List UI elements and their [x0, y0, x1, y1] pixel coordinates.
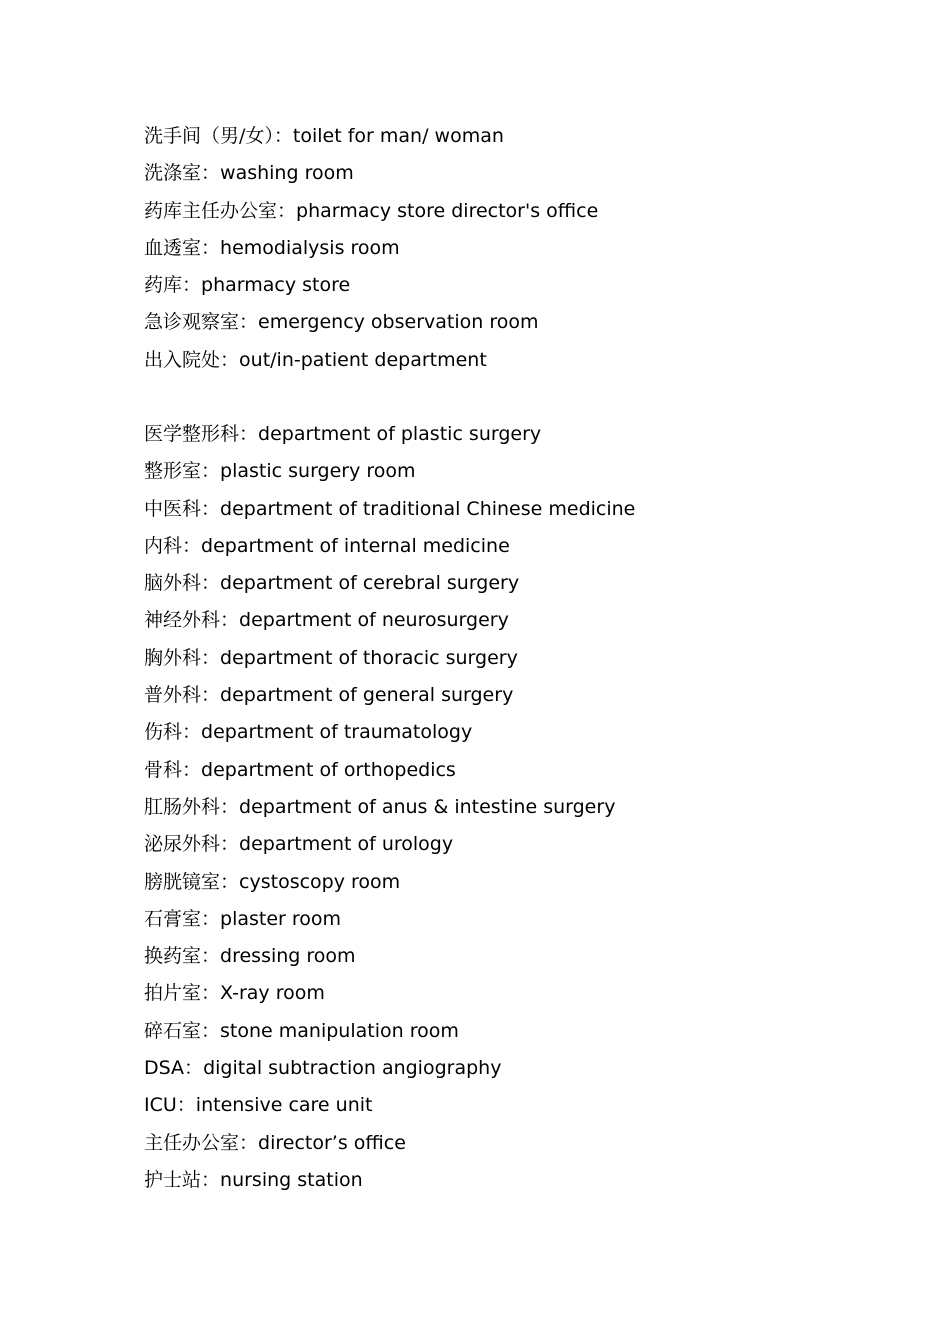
glossary-entry — [144, 230, 598, 267]
glossary-entry — [144, 901, 635, 938]
entry-term: 脑外科 — [144, 572, 202, 595]
entry-separator: ： — [201, 982, 221, 1005]
entry-separator: ： — [277, 199, 297, 222]
entry-translation: cystoscopy room — [239, 870, 401, 893]
glossary-entry — [144, 1162, 635, 1199]
entry-separator: ： — [220, 609, 240, 632]
entry-separator: ： — [201, 945, 221, 968]
entry-term: 药库 — [144, 274, 183, 297]
glossary-entry — [144, 118, 598, 155]
entry-term: 医学整形科 — [144, 423, 240, 445]
entry-translation: department of cerebral surgery — [220, 572, 520, 595]
entry-translation: plastic surgery room — [220, 460, 416, 483]
glossary-entry — [144, 342, 598, 379]
glossary-entry — [144, 975, 635, 1012]
glossary-entry — [144, 491, 635, 528]
glossary-entry — [144, 864, 635, 901]
entry-translation: director’s office — [258, 1131, 406, 1154]
entry-term: 泌尿外科 — [144, 833, 221, 856]
entry-separator: ： — [184, 1057, 204, 1080]
entry-separator: ： — [201, 497, 221, 520]
glossary-entry — [144, 640, 635, 677]
entry-term: 伤科 — [144, 721, 183, 744]
entry-translation: department of traditional Chinese medicine — [220, 497, 636, 520]
glossary-section-2 — [144, 416, 635, 1199]
entry-separator: ： — [239, 423, 259, 445]
glossary-entry — [144, 1013, 635, 1050]
entry-term: 护士站 — [144, 1168, 202, 1191]
entry-translation: toilet for man/ woman — [292, 125, 504, 147]
entry-translation: department of urology — [239, 833, 454, 856]
entry-term: 药库主任办公室 — [144, 199, 278, 222]
entry-translation: department of neurosurgery — [239, 609, 509, 632]
entry-translation: X-ray room — [220, 982, 325, 1005]
entry-term: ICU — [144, 1094, 177, 1117]
entry-separator: ： — [201, 460, 221, 483]
glossary-entry — [144, 304, 598, 341]
entry-term: 神经外科 — [144, 609, 221, 632]
entry-term: 洗涤室 — [144, 162, 202, 185]
entry-separator: ： — [220, 795, 240, 818]
glossary-entry — [144, 565, 635, 602]
entry-term: 普外科 — [144, 684, 202, 707]
glossary-entry — [144, 1050, 635, 1087]
entry-translation: department of thoracic surgery — [220, 646, 518, 669]
entry-term: 膀胱镜室 — [144, 870, 221, 893]
glossary-entry — [144, 602, 635, 639]
entry-separator: ： — [201, 1168, 221, 1191]
entry-separator: ： — [201, 162, 221, 185]
entry-translation: pharmacy store — [201, 274, 351, 297]
entry-translation: stone manipulation room — [220, 1019, 459, 1042]
entry-separator: ： — [220, 833, 240, 856]
entry-separator: ： — [201, 1019, 221, 1042]
entry-separator: ： — [201, 572, 221, 595]
entry-term: 内科 — [144, 534, 183, 557]
entry-separator: ： — [201, 236, 221, 259]
entry-translation: department of plastic surgery — [258, 423, 542, 445]
entry-translation: emergency observation room — [258, 311, 539, 334]
entry-term: 石膏室 — [144, 907, 202, 930]
glossary-entry — [144, 1087, 635, 1124]
entry-translation: intensive care unit — [195, 1094, 373, 1117]
entry-separator: ： — [239, 1131, 259, 1154]
entry-separator: ： — [220, 870, 240, 893]
entry-term: 肛肠外科 — [144, 795, 221, 818]
entry-term: 整形室 — [144, 460, 202, 483]
entry-term: 拍片室 — [144, 982, 202, 1005]
entry-translation: hemodialysis room — [220, 236, 400, 259]
entry-translation: pharmacy store director's office — [296, 199, 599, 222]
glossary-entry — [144, 677, 635, 714]
entry-translation: department of orthopedics — [201, 758, 456, 781]
glossary-entry — [144, 528, 635, 565]
entry-separator: ： — [182, 274, 202, 297]
glossary-entry — [144, 155, 598, 192]
entry-term: 碎石室 — [144, 1019, 202, 1042]
entry-separator: ： — [273, 125, 293, 147]
entry-separator: ： — [182, 721, 202, 744]
glossary-entry — [144, 193, 598, 230]
glossary-entry — [144, 453, 635, 490]
entry-separator: ： — [239, 311, 259, 334]
entry-term: 主任办公室 — [144, 1131, 240, 1154]
entry-translation: digital subtraction angiography — [203, 1057, 502, 1080]
entry-separator: ： — [182, 534, 202, 557]
glossary-entry — [144, 267, 598, 304]
entry-translation: department of general surgery — [220, 684, 514, 707]
entry-separator: ： — [201, 646, 221, 669]
glossary-entry — [144, 938, 635, 975]
entry-translation: department of traumatology — [201, 721, 473, 744]
glossary-entry — [144, 752, 635, 789]
entry-term: DSA — [144, 1057, 185, 1080]
glossary-entry — [144, 789, 635, 826]
entry-separator: ： — [201, 684, 221, 707]
entry-translation: plaster room — [220, 907, 342, 930]
glossary-entry — [144, 416, 635, 453]
entry-term: 血透室 — [144, 236, 202, 259]
entry-term: 胸外科 — [144, 646, 202, 669]
entry-term: 中医科 — [144, 497, 202, 520]
entry-separator: ： — [176, 1094, 196, 1117]
entry-translation: washing room — [220, 162, 354, 185]
entry-translation: dressing room — [220, 945, 356, 968]
glossary-entry — [144, 1125, 635, 1162]
entry-term: 出入院处 — [144, 348, 221, 371]
entry-separator: ： — [182, 758, 202, 781]
entry-term: 骨科 — [144, 758, 183, 781]
glossary-entry — [144, 826, 635, 863]
entry-translation: nursing station — [220, 1168, 363, 1191]
entry-term: 换药室 — [144, 945, 202, 968]
glossary-section-1 — [144, 118, 598, 379]
entry-separator: ： — [201, 907, 221, 930]
entry-translation: department of anus & intestine surgery — [239, 795, 616, 818]
entry-term: 急诊观察室 — [144, 311, 240, 334]
entry-translation: department of internal medicine — [201, 534, 510, 557]
entry-translation: out/in-patient department — [239, 348, 487, 371]
entry-term: 洗手间（男/女） — [144, 125, 274, 147]
entry-separator: ： — [220, 348, 240, 371]
glossary-entry — [144, 714, 635, 751]
